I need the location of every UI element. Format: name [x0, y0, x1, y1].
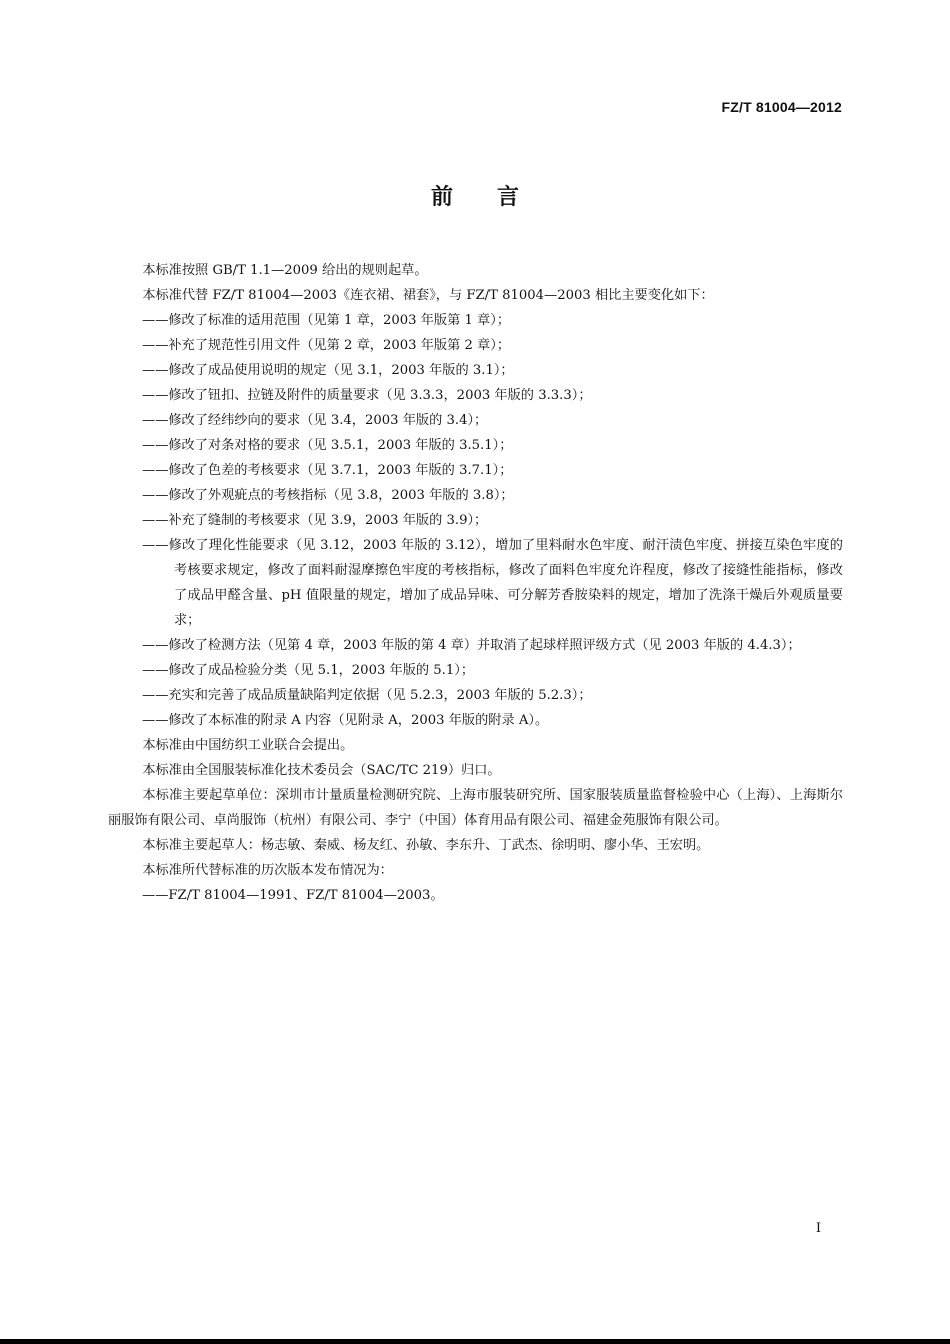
change-item: ——补充了规范性引用文件（见第 2 章，2003 年版第 2 章）； [142, 338, 511, 353]
change-item: ——修改了成品使用说明的规定（见 3.1，2003 年版的 3.1）； [142, 363, 514, 378]
managed-by-paragraph: 本标准由全国服装标准化技术委员会（SAC/TC 219）归口。 [142, 763, 501, 778]
drafting-rule-paragraph: 本标准按照 GB/T 1.1—2009 给出的规则起草。 [142, 263, 428, 278]
history-intro-paragraph: 本标准所代替标准的历次版本发布情况为： [142, 863, 393, 878]
proposed-by-paragraph: 本标准由中国纺织工业联合会提出。 [142, 738, 354, 753]
change-item: ——修改了钮扣、拉链及附件的质量要求（见 3.3.3，2003 年版的 3.3.3）； [142, 388, 592, 403]
page-number: I [815, 1221, 821, 1236]
change-item: ——修改了标准的适用范围（见第 1 章，2003 年版第 1 章）； [142, 313, 511, 328]
change-item: ——补充了缝制的考核要求（见 3.9，2003 年版的 3.9）； [142, 513, 488, 528]
foreword-body [108, 258, 843, 908]
drafting-units-paragraph: 本标准主要起草单位：深圳市计量质量检测研究院、上海市服装研究所、国家服装质量监督检验中心（上海）、上海斯尔丽服饰有限公司、卓尚服饰（杭州）有限公司、李宁（中国）体育用品有限公司、福建金苑服饰有限公司。 [108, 788, 843, 828]
page-title: 前 言 [430, 185, 519, 210]
replacement-paragraph: 本标准代替 FZ/T 81004—2003《连衣裙、裙套》，与 FZ/T 81004—2003 相比主要变化如下： [142, 288, 714, 303]
change-item: ——修改了经纬纱向的要求（见 3.4，2003 年版的 3.4）； [142, 413, 488, 428]
change-item: ——修改了成品检验分类（见 5.1，2003 年版的 5.1）； [142, 663, 475, 678]
change-item: ——修改了色差的考核要求（见 3.7.1，2003 年版的 3.7.1）； [142, 463, 513, 478]
change-item: ——修改了检测方法（见第 4 章，2003 年版的第 4 章）并取消了起球样照评级方式（见 2003 年版的 4.4.3）； [142, 638, 801, 653]
drafters-paragraph: 本标准主要起草人：杨志敏、秦威、杨友红、孙敏、李东升、丁武杰、徐明明、廖小华、王宏明。 [142, 838, 710, 853]
change-item: ——修改了本标准的附录 A 内容（见附录 A，2003 年版的附录 A）。 [142, 713, 549, 728]
change-item: ——修改了对条对格的要求（见 3.5.1，2003 年版的 3.5.1）； [142, 438, 513, 453]
change-item: ——修改了理化性能要求（见 3.12，2003 年版的 3.12），增加了里料耐水色牢度、耐汗渍色牢度、拼接互染色牢度的考核要求规定，修改了面料耐湿摩擦色牢度的考核指标，修改了面料色牢度允许程度，修改了接缝性能指标，修改了成品甲醛含量、pH 值限量的规定，增加了成品异味、可分解芳香胺染料的规定，增加了洗涤干燥后外观质量要求； [142, 538, 843, 628]
bottom-border [0, 1339, 950, 1344]
change-item: ——充实和完善了成品质量缺陷判定依据（见 5.2.3，2003 年版的 5.2.3）； [142, 688, 592, 703]
standard-code: FZ/T 81004—2012 [721, 99, 842, 115]
change-item: ——修改了外观疵点的考核指标（见 3.8，2003 年版的 3.8）； [142, 488, 514, 503]
history-item: ——FZ/T 81004—1991、FZ/T 81004—2003。 [142, 888, 444, 903]
